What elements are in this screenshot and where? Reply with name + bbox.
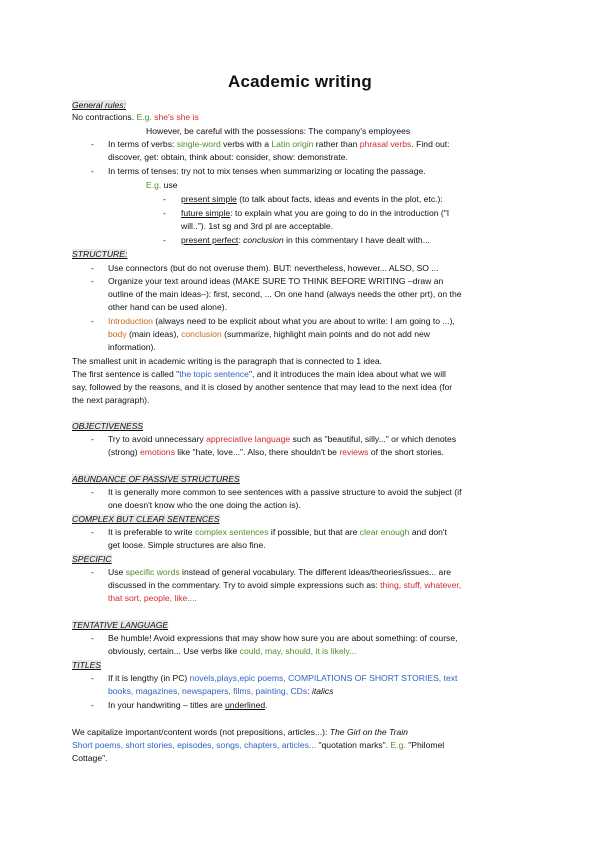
possessions-line: However, be careful with the possessions: The company's employees [146, 126, 411, 136]
bullet-dash: - [91, 700, 94, 710]
passive-line: It is generally more common to see sentences with a passive structure to avoid the subject (if [108, 487, 462, 497]
verbs-line: In terms of verbs: single-word verbs with a Latin origin rather than phrasal verbs. Find out: [108, 139, 450, 149]
subbullet-dash: - [163, 235, 166, 245]
present-simple-line: present simple (to talk about facts, ideas and events in the plot, etc.): [181, 194, 443, 204]
subbullet-dash: - [163, 208, 166, 218]
bullet-dash: - [91, 567, 94, 577]
contractions-line: No contractions. E.g. she's she is [72, 112, 199, 122]
page-title: Academic writing [228, 72, 372, 91]
bullet-dash: - [91, 263, 94, 273]
objectiveness-line-2: (strong) emotions like "hate, love...". Also, there shouldn't be reviews of the short stories. [108, 447, 444, 457]
future-simple-line-2: will.."). 1st sg and 3rd pl are acceptable. [181, 221, 334, 231]
capitalize-line: We capitalize important/content words (not prepositions, articles...): The Girl on the Train [72, 727, 408, 737]
organize-line: Organize your text around ideas (MAKE SURE TO THINK BEFORE WRITING –draw an [108, 276, 444, 286]
verbs-line-2: discover, get: obtain, think about: consider, show: demonstrate. [108, 152, 348, 162]
subbullet-dash: - [163, 194, 166, 204]
paragraph-line: The smallest unit in academic writing is the paragraph that is connected to 1 idea. [72, 356, 383, 366]
topic-line-2: say, followed by the reasons, and it is closed by another sentence that may lead to the next idea (for [72, 382, 453, 392]
tentative-line: Be humble! Avoid expressions that may show how sure you are about something: of course, [108, 633, 458, 643]
complex-line-2: get loose. Simple structures are also fine. [108, 540, 266, 550]
present-perfect-line: present perfect: conclusion in this commentary I have dealt with... [181, 235, 430, 245]
objectiveness-line: Try to avoid unnecessary appreciative language such as "beautiful, silly..." or which denotes [108, 434, 457, 444]
intro-line: Introduction (always need to be explicit about what you are about to write: I am going to ...), [108, 316, 455, 326]
specific-heading: SPECIFIC [72, 554, 112, 564]
specific-line-2: discussed in the commentary. Try to avoid simple expressions such as: thing, stuff, whatever, [108, 580, 462, 590]
tenses-line: In terms of tenses: try not to mix tenses when summarizing or locating the passage. [108, 166, 426, 176]
titles-line: If it is lengthy (in PC) novels,plays,epic poems, COMPILATIONS OF SHORT STORIES, text [108, 673, 458, 683]
bullet-dash: - [91, 527, 94, 537]
future-simple-line: future simple: to explain what you are going to do in the introduction ("I [181, 208, 450, 218]
bullet-dash: - [91, 633, 94, 643]
topic-line-3: the next paragraph). [72, 395, 150, 405]
complex-line: It is preferable to write complex sentences if possible, but that are clear enough and don't [108, 527, 447, 537]
complex-heading: COMPLEX BUT CLEAR SENTENCES [72, 514, 220, 524]
structure-heading: STRUCTURE: [72, 249, 128, 259]
capitalize-line-3: Cottage". [72, 753, 108, 763]
bullet-dash: - [91, 673, 94, 683]
bullet-dash: - [91, 316, 94, 326]
connectors-line: Use connectors (but do not overuse them). BUT: nevertheless, however... ALSO, SO ... [108, 263, 439, 273]
objectiveness-heading: OBJECTIVENESS [72, 421, 144, 431]
handwriting-line: In your handwriting – titles are underlined. [108, 700, 268, 710]
body-line: body (main ideas), conclusion (summarize, highlight main points and do not add new [108, 329, 430, 339]
bullet-dash: - [91, 276, 94, 286]
tentative-heading: TENTATIVE LANGUAGE [72, 620, 169, 630]
bullet-dash: - [91, 487, 94, 497]
eg-use-line: E.g. use [146, 180, 178, 190]
bullet-dash: - [91, 166, 94, 176]
passive-line-2: one doesn't know who the one doing the action is). [108, 500, 301, 510]
titles-line-2: books, magazines, newspapers, films, painting, CDs: italics [108, 686, 334, 696]
organize-line-3: other hand can be used alone). [108, 302, 227, 312]
general-heading: General rules: [72, 100, 126, 110]
bullet-dash: - [91, 434, 94, 444]
tentative-line-2: obviously, certain... Use verbs like could, may, should, it is likely... [108, 646, 357, 656]
specific-line: Use specific words instead of general vocabulary. The different ideas/theories/issues... are [108, 567, 451, 577]
organize-line-2: outline of the main ideas–): first, second, ... On one hand (always needs the other prt), on the [108, 289, 462, 299]
topic-line: The first sentence is called "the topic sentence", and it introduces the main idea about what we will [72, 369, 446, 379]
bullet-dash: - [91, 139, 94, 149]
capitalize-line-2: Short poems, short stories, episodes, songs, chapters, articles... "quotation marks". E.g. "Philomel [72, 740, 445, 750]
information-line: information). [108, 342, 156, 352]
passive-heading: ABUNDANCE OF PASSIVE STRUCTURES [72, 474, 240, 484]
specific-line-3: that sort, people, like.... [108, 593, 197, 603]
titles-heading: TITLES [72, 660, 102, 670]
